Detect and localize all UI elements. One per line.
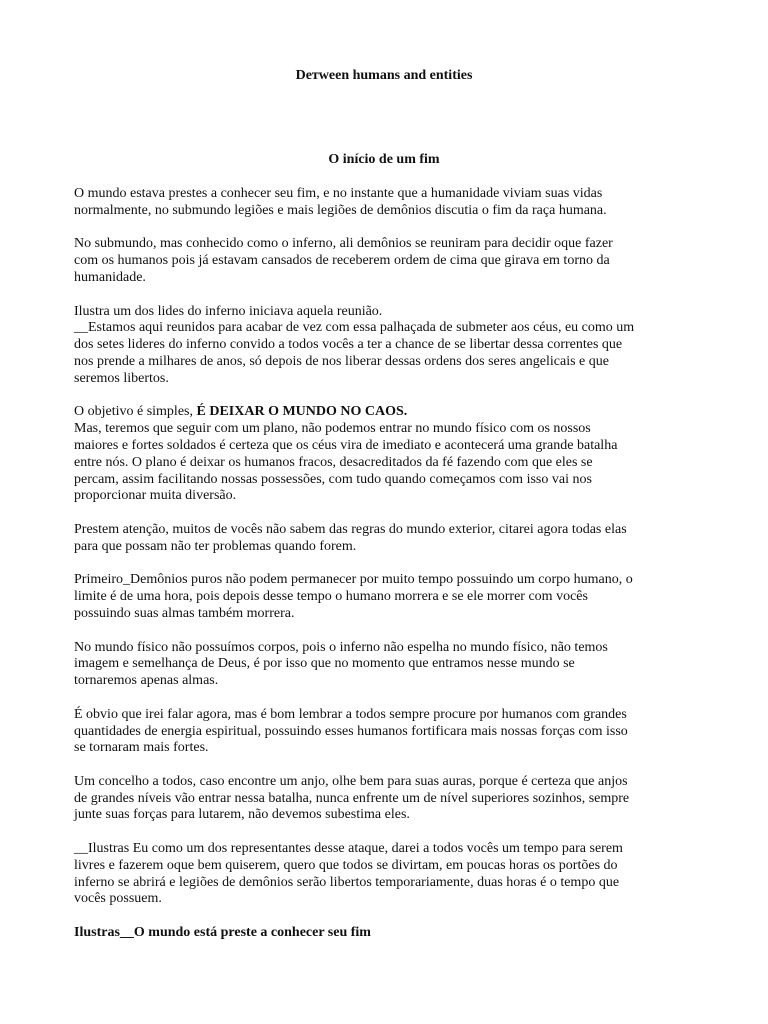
paragraph	[74, 841, 698, 908]
paragraph-line: seremos libertos.	[74, 370, 169, 386]
paragraph-line: Um concelho a todos, caso encontre um anjo, olhe bem para suas auras, porque é certeza que anjos	[74, 773, 628, 789]
document-body	[74, 186, 698, 959]
paragraph-line: Prestem atenção, muitos de vocês não sabem das regras do mundo exterior, citarei agora todas elas	[74, 521, 627, 537]
paragraph	[74, 522, 698, 556]
paragraph	[74, 925, 698, 942]
paragraph-line: É obvio que irei falar agora, mas é bom lembrar a todos sempre procure por humanos com grandes	[74, 706, 627, 722]
paragraph-line: maiores e fortes soldados é certeza que os céus vira de imediato e acontecerá uma grande batalha	[74, 437, 618, 453]
paragraph-line: para que possam não ter problemas quando forem.	[74, 538, 357, 554]
paragraph-line: imagem e semelhança de Deus, é por isso que no momento que entramos nesse mundo se	[74, 656, 575, 672]
paragraph-line: nos prende a milhares de anos, só depois de nos liberar dessas ordens dos seres angelicais e que	[74, 353, 609, 369]
paragraph	[74, 404, 698, 505]
paragraph-line: No mundo físico não possuímos corpos, pois o inferno não espelha no mundo físico, não temos	[74, 639, 608, 655]
paragraph-line: quantidades de energia espiritual, possuindo esses humanos fortificara mais nossas forças com isso	[74, 723, 628, 739]
document-header-title: Dетween humans and entities	[295, 68, 473, 83]
paragraph-line: dos setes lideres do inferno convido a todos vocês a ter a chance de se libertar dessa correntes que	[74, 337, 623, 353]
paragraph-line: junte suas forças para lutarem, não devemos subestima eles.	[74, 807, 410, 823]
paragraph-line: livres e fazerem oque bem quiserem, quero que todos se divirtam, em poucas horas os portões do	[74, 857, 618, 873]
paragraph-line: No submundo, mas conhecido como o inferno, ali demônios se reuniram para decidir oque fazer	[74, 236, 613, 252]
paragraph-line: __Ilustras Eu como um dos representantes desse ataque, darei a todos vocês um tempo para serem	[74, 841, 623, 857]
paragraph-line	[74, 404, 698, 421]
paragraph	[74, 572, 698, 622]
paragraph-line: limite é de uma hora, pois depois desse tempo o humano morrera e se ele morrer com vocês	[74, 589, 588, 605]
chapter-title: O início de um fim	[328, 152, 440, 167]
paragraph-line: vocês possuem.	[74, 891, 162, 907]
paragraph	[74, 186, 698, 220]
paragraph-line: inferno se abrirá e legiões de demônios serão libertos temporariamente, duas horas é o tempo que	[74, 874, 620, 890]
paragraph	[74, 707, 698, 757]
paragraph-line: normalmente, no submundo legiões e mais legiões de demônios discutia o fim da raça humana.	[74, 202, 607, 218]
paragraph-line: se tornaram mais fortes.	[74, 740, 209, 756]
closing-bold-line: Ilustras__O mundo está preste a conhecer seu fim	[74, 925, 371, 941]
paragraph-line: percam, assim facilitando nossas possessões, com tudo quando começamos com isso vai nos	[74, 471, 592, 487]
paragraph-line: com os humanos pois já estavam cansados de receberem ordem de cima que girava em torno da	[74, 253, 610, 269]
paragraph-line: possuindo suas almas também morrera.	[74, 605, 295, 621]
paragraph-line: Primeiro_Demônios puros não podem permanecer por muito tempo possuindo um corpo humano, o	[74, 572, 633, 588]
emphasis-text: É DEIXAR O MUNDO NO CAOS.	[196, 404, 408, 420]
paragraph-line: humanidade.	[74, 269, 146, 285]
paragraph-line: Ilustra um dos lides do inferno iniciava aquela reunião.	[74, 303, 383, 319]
paragraph-line: proporcionar muita diversão.	[74, 488, 237, 504]
paragraph-line: __Estamos aqui reunidos para acabar de vez com essa palhaçada de submeter aos céus, eu como um	[74, 320, 635, 336]
paragraph	[74, 236, 698, 286]
paragraph-line: Mas, teremos que seguir com um plano, não podemos entrar no mundo físico com os nossos	[74, 421, 591, 437]
paragraph-line: entre nós. O plano é deixar os humanos fracos, desacreditados da fé fazendo com que eles se	[74, 454, 593, 470]
paragraph-line-text: O objetivo é simples,	[74, 404, 197, 420]
paragraph	[74, 774, 698, 824]
paragraph	[74, 304, 698, 388]
paragraph-line: de grandes níveis vão entrar nessa batalha, nunca enfrente um de nível superiores sozinhos, sempre	[74, 790, 630, 806]
paragraph	[74, 640, 698, 690]
paragraph-line: tornaremos apenas almas.	[74, 673, 219, 689]
paragraph-line: O mundo estava prestes a conhecer seu fim, e no instante que a humanidade viviam suas vidas	[74, 186, 603, 201]
